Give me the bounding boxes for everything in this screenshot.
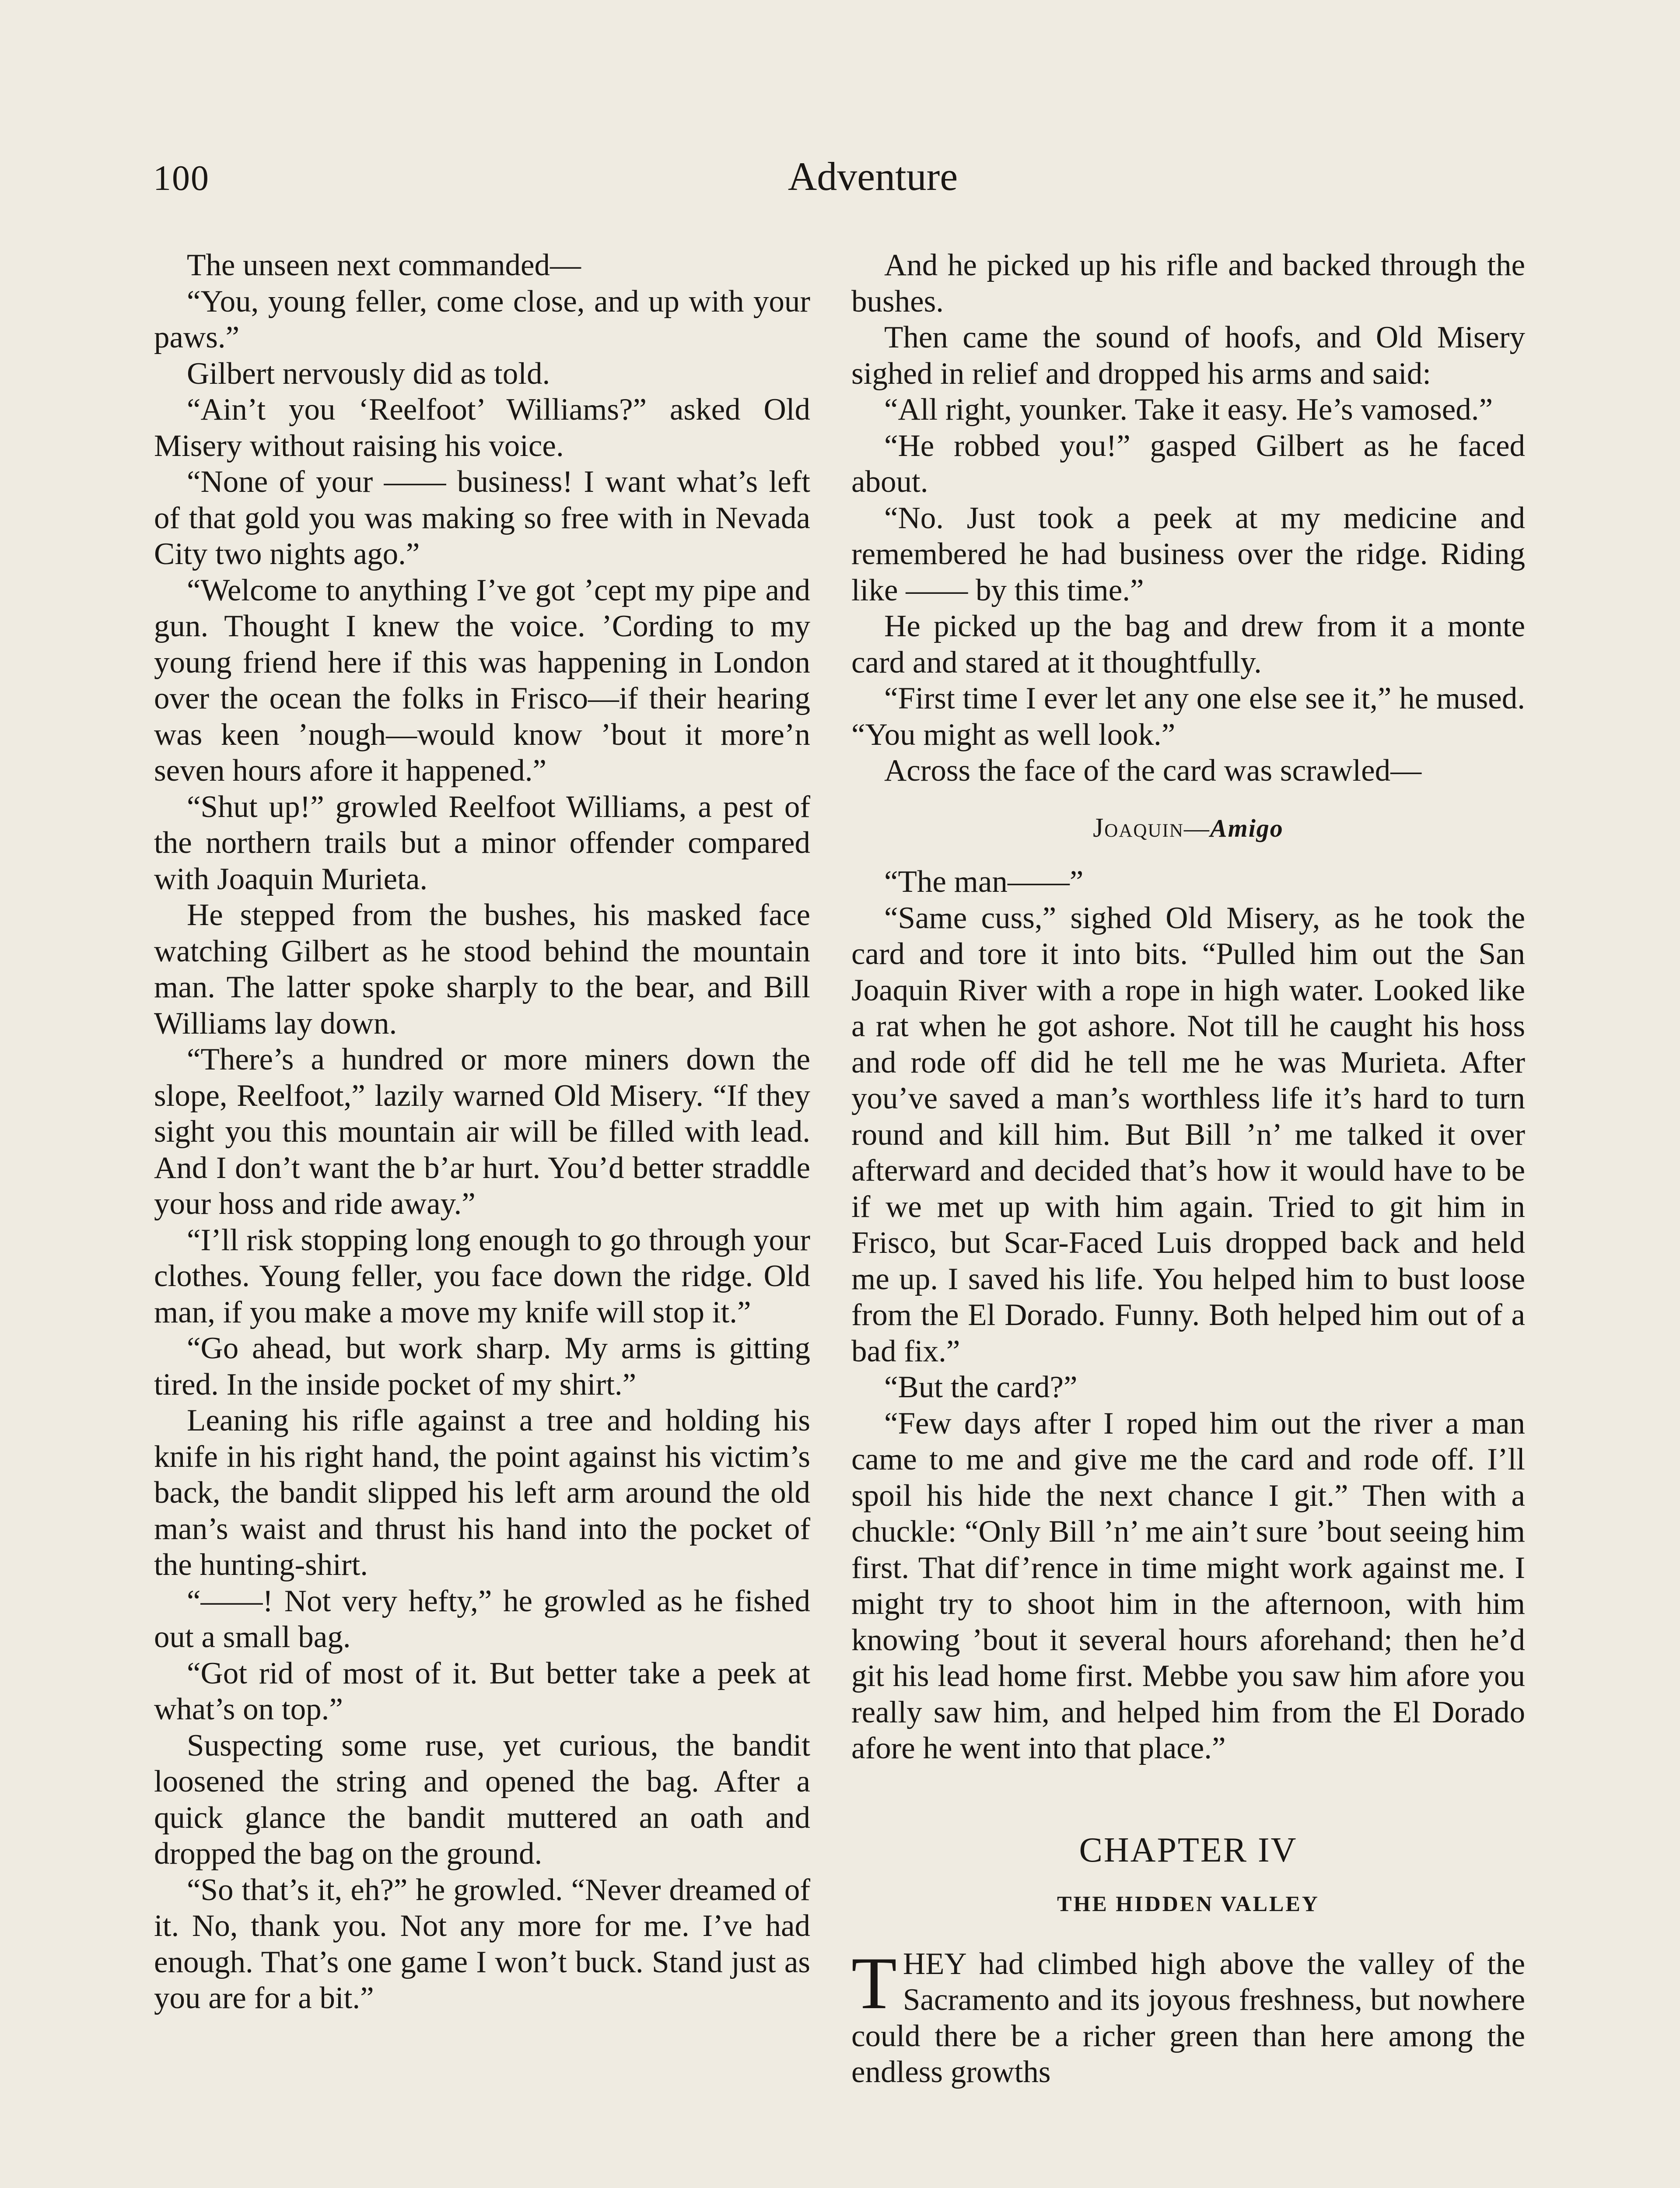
card-word: Amigo <box>1210 813 1284 842</box>
paragraph: “Few days after I roped him out the river a man came to me and give me the card and rode off. I’ll spoil his hide the next chance I git.” Then with a chuckle: “Only Bill ’n’ me ain’t sure ’bout seeing him first. That dif’rence in time might work against me. I might try to shoot him in the afternoon, with him knowing ’bout it several hours aforehand; then he’d git his lead home first. Mebbe you saw him afore you really saw him, and helped him from the El Dorado afore he went into that place.” <box>851 1406 1525 1765</box>
paragraph: He picked up the bag and drew from it a monte card and stared at it thoughtfully. <box>851 609 1525 680</box>
paragraph: He stepped from the bushes, his masked face watching Gilbert as he stood behind the mountain man. The latter spoke sharply to the bear, and Bill Williams lay down. <box>154 898 810 1041</box>
paragraph: Across the face of the card was scrawled— <box>884 754 1422 788</box>
paragraph: “Shut up!” growled Reelfoot Williams, a pest of the northern trails but a minor offender compared with Joaquin Murieta. <box>154 789 810 896</box>
paragraph: “You, young feller, come close, and up with your paws.” <box>154 284 810 354</box>
paragraph: The unseen next commanded— <box>187 248 581 282</box>
paragraph: Then came the sound of hoofs, and Old Misery sighed in relief and dropped his arms and said: <box>851 320 1525 391</box>
chapter-opening-text: HEY had climbed high above the valley of the Sacramento and its joyous freshness, but nowhere could there be a richer green than here among the endless growths <box>851 1946 1525 2089</box>
paragraph: “He robbed you!” gasped Gilbert as he faced about. <box>851 428 1525 499</box>
paragraph: “No. Just took a peek at my medicine and remembered he had business over the ridge. Riding like —— by this time.” <box>851 501 1525 607</box>
page-number: 100 <box>153 158 210 198</box>
paragraph: Suspecting some ruse, yet curious, the bandit loosened the string and opened the bag. After a quick glance the bandit muttered an oath and dropped the bag on the ground. <box>154 1728 810 1871</box>
paragraph: “First time I ever let any one else see it,” he mused. “You might as well look.” <box>851 681 1525 752</box>
chapter-opening-paragraph <box>851 1942 1525 2090</box>
card-inscription <box>851 810 1525 847</box>
chapter-heading: CHAPTER IV <box>1079 1830 1298 1869</box>
magazine-title: Adventure <box>788 154 958 199</box>
paragraph: “Got rid of most of it. But better take a peek at what’s on top.” <box>154 1656 810 1726</box>
paragraph: Gilbert nervously did as told. <box>187 356 550 391</box>
paragraph: “Ain’t you ‘Reelfoot’ Williams?” asked Old Misery without raising his voice. <box>154 393 810 463</box>
paragraph: “None of your —— business! I want what’s left of that gold you was making so free with in Nevada City two nights ago.” <box>154 465 810 571</box>
paragraph: “Go ahead, but work sharp. My arms is gitting tired. In the inside pocket of my shirt.” <box>154 1331 810 1402</box>
chapter-subtitle: THE HIDDEN VALLEY <box>1057 1891 1320 1916</box>
card-dash: — <box>1183 813 1210 842</box>
drop-cap: T <box>851 1942 897 2024</box>
left-column <box>154 247 810 2016</box>
paragraph: “I’ll risk stopping long enough to go through your clothes. Young feller, you face down the ridge. Old man, if you make a move my knife will stop it.” <box>154 1223 810 1329</box>
paragraph: And he picked up his rifle and backed through the bushes. <box>851 248 1525 319</box>
paragraph: “Same cuss,” sighed Old Misery, as he took the card and tore it into bits. “Pulled him out the San Joaquin River with a rope in high water. Looked like a rat when he got ashore. Not till he caught his hoss and rode off did he tell me he was Murieta. After you’ve saved a man’s worthless life it’s hard to turn round and kill him. But Bill ’n’ me talked it over afterward and decided that’s how it would have to be if we met up with him again. Tried to git him in Frisco, but Scar-Faced Luis dropped back and held me up. I saved his life. You helped him to bust loose from the El Dorado. Funny. Both helped him out of a bad fix.” <box>851 901 1525 1368</box>
paragraph: “All right, younker. Take it easy. He’s vamosed.” <box>884 393 1493 427</box>
paragraph: “Welcome to anything I’ve got ’cept my pipe and gun. Thought I knew the voice. ’Cording to my young friend here if this was happening in London over the ocean the folks in Frisco—if their hearing was keen ’nough—would know ’bout it more’n seven hours afore it happened.” <box>154 573 810 788</box>
paragraph: “There’s a hundred or more miners down the slope, Reelfoot,” lazily warned Old Misery. “If they sight you this mountain air will be filled with lead. And I don’t want the b’ar hurt. You’d better straddle your hoss and ride away.” <box>154 1042 810 1221</box>
paragraph: “——! Not very hefty,” he growled as he fished out a small bag. <box>154 1584 810 1654</box>
right-column <box>851 247 1525 2090</box>
card-name: Joaquin <box>1093 813 1184 843</box>
paragraph: “But the card?” <box>884 1370 1078 1404</box>
paragraph: “So that’s it, eh?” he growled. “Never dreamed of it. No, thank you. Not any more for me. I’ve had enough. That’s one game I won’t buck. Stand just as you are for a bit.” <box>154 1872 810 2015</box>
paragraph: “The man——” <box>884 865 1084 899</box>
page-header <box>153 154 1540 214</box>
paragraph: Leaning his rifle against a tree and holding his knife in his right hand, the point against his victim’s back, the bandit slipped his left arm around the old man’s waist and thrust his hand into the pocket of the hunting-shirt. <box>154 1403 810 1582</box>
